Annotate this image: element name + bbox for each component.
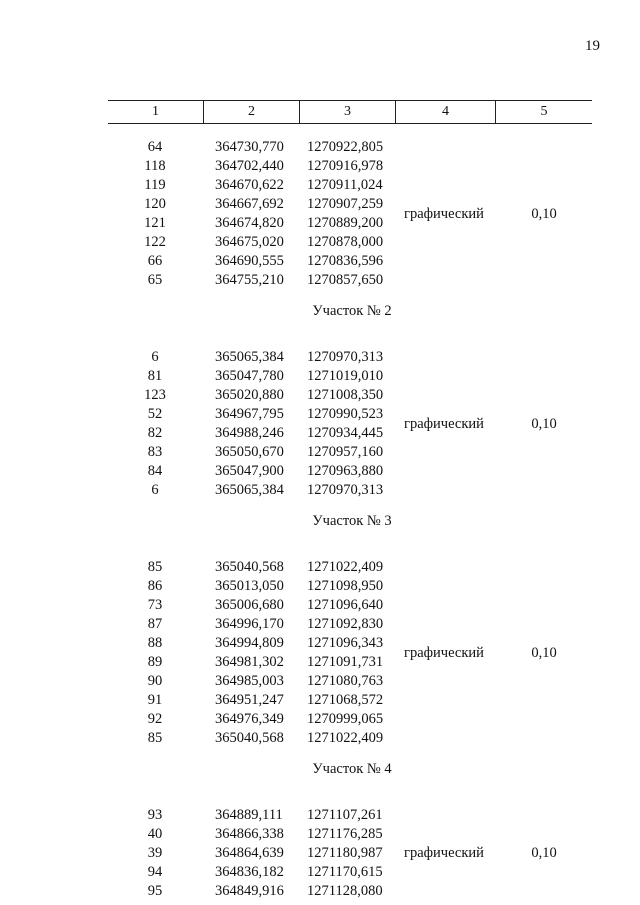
point-number: 40: [147, 826, 163, 842]
point-number: 64: [147, 139, 163, 155]
coordinate-x: 365040,568: [215, 559, 284, 575]
table-row: [0, 672, 640, 691]
point-number: 84: [147, 463, 163, 479]
coordinate-y: 1270922,805: [307, 139, 384, 155]
coordinate-x: 364690,555: [215, 253, 284, 269]
point-number: 83: [147, 444, 163, 460]
coordinate-y: 1270934,445: [307, 425, 384, 441]
coordinate-x: 365047,780: [215, 368, 284, 384]
coordinate-y: 1271096,640: [307, 597, 384, 613]
table-row: [0, 252, 640, 271]
coordinate-x: 364967,795: [215, 406, 284, 422]
coordinate-x: 365050,670: [215, 444, 284, 460]
header-col-4: 4: [396, 101, 496, 123]
table-row: [0, 558, 640, 577]
coordinate-y: 1271080,763: [307, 673, 384, 689]
table-row: [0, 348, 640, 367]
point-number: 94: [147, 864, 163, 880]
method-cell: графический: [404, 415, 484, 432]
table-header: [108, 100, 592, 124]
coordinate-x: 364836,182: [215, 864, 284, 880]
coordinate-x: 364730,770: [215, 139, 284, 155]
coordinate-x: 365020,880: [215, 387, 284, 403]
table-row: [0, 691, 640, 710]
section-block: [0, 348, 640, 500]
coordinate-y: 1271019,010: [307, 368, 384, 384]
table-row: [0, 386, 640, 405]
coordinate-x: 365006,680: [215, 597, 284, 613]
point-number: 52: [147, 406, 163, 422]
coordinate-x: 364670,622: [215, 177, 284, 193]
coordinate-x: 364667,692: [215, 196, 284, 212]
header-col-3: 3: [300, 101, 396, 123]
point-number: 39: [147, 845, 163, 861]
section-block: [0, 138, 640, 290]
coordinate-y: 1270836,596: [307, 253, 384, 269]
point-number: 6: [151, 349, 159, 365]
coordinate-x: 364866,338: [215, 826, 284, 842]
point-number: 65: [147, 272, 163, 288]
table-row: [0, 462, 640, 481]
coordinate-x: 364889,111: [215, 807, 283, 823]
coordinate-y: 1271008,350: [307, 387, 384, 403]
coordinate-y: 1270911,024: [307, 177, 383, 193]
point-number: 120: [144, 196, 166, 212]
table-row: [0, 176, 640, 195]
point-number: 122: [144, 234, 166, 250]
table-row: [0, 615, 640, 634]
coordinate-y: 1271096,343: [307, 635, 384, 651]
point-number: 85: [147, 730, 163, 746]
coordinate-y: 1271180,987: [307, 845, 383, 861]
header-col-2: 2: [204, 101, 300, 123]
section-title: Участок № 3: [312, 513, 392, 529]
coordinate-x: 364864,639: [215, 845, 284, 861]
coordinate-y: 1270999,065: [307, 711, 384, 727]
table-row: [0, 157, 640, 176]
coordinate-y: 1270990,523: [307, 406, 384, 422]
point-number: 89: [147, 654, 163, 670]
coordinate-x: 364849,916: [215, 883, 284, 899]
point-number: 121: [144, 215, 166, 231]
point-number: 91: [147, 692, 163, 708]
point-number: 6: [151, 482, 159, 498]
point-number: 118: [144, 158, 166, 174]
coordinate-x: 364985,003: [215, 673, 284, 689]
table-row: [0, 577, 640, 596]
coordinate-x: 364755,210: [215, 272, 284, 288]
coordinate-y: 1271107,261: [307, 807, 383, 823]
point-number: 87: [147, 616, 163, 632]
coordinate-x: 364976,349: [215, 711, 284, 727]
header-col-5: 5: [540, 104, 548, 119]
point-number: 95: [147, 883, 163, 899]
coordinate-x: 364994,809: [215, 635, 284, 651]
coordinate-y: 1271170,615: [307, 864, 383, 880]
page-number: 19: [585, 38, 600, 54]
section-title: Участок № 4: [312, 761, 392, 777]
coordinate-y: 1270889,200: [307, 215, 384, 231]
table-row: [0, 138, 640, 157]
coordinate-y: 1270878,000: [307, 234, 384, 250]
coordinate-y: 1271022,409: [307, 730, 384, 746]
accuracy-cell: 0,10: [531, 644, 557, 661]
coordinate-y: 1271092,830: [307, 616, 384, 632]
coordinate-y: 1270857,650: [307, 272, 384, 288]
point-number: 85: [147, 559, 163, 575]
table-row: [0, 806, 640, 825]
coordinate-x: 364702,440: [215, 158, 284, 174]
point-number: 123: [144, 387, 166, 403]
method-cell: графический: [404, 205, 484, 222]
point-number: 88: [147, 635, 163, 651]
coordinate-x: 365047,900: [215, 463, 284, 479]
table-row: [0, 443, 640, 462]
point-number: 81: [147, 368, 163, 384]
coordinate-y: 1270957,160: [307, 444, 384, 460]
point-number: 92: [147, 711, 163, 727]
accuracy-cell: 0,10: [531, 845, 557, 861]
method-cell: графический: [404, 644, 484, 661]
coordinate-x: 364981,302: [215, 654, 284, 670]
table-row: [0, 481, 640, 500]
coordinate-y: 1271068,572: [307, 692, 384, 708]
point-number: 90: [147, 673, 163, 689]
coordinate-x: 365013,050: [215, 578, 284, 594]
table-row: [0, 271, 640, 290]
coordinate-y: 1271091,731: [307, 654, 384, 670]
coordinate-x: 365040,568: [215, 730, 284, 746]
table-row: [0, 825, 640, 844]
table-row: [0, 882, 640, 901]
table-row: [0, 596, 640, 615]
coordinate-y: 1270970,313: [307, 482, 384, 498]
point-number: 93: [147, 807, 163, 823]
coordinate-y: 1271128,080: [307, 883, 383, 899]
coordinate-x: 364675,020: [215, 234, 284, 250]
section-block: [0, 806, 640, 901]
table-row: [0, 729, 640, 748]
coordinate-x: 365065,384: [215, 349, 284, 365]
point-number: 82: [147, 425, 163, 441]
accuracy-cell: 0,10: [531, 205, 557, 222]
coordinate-x: 364988,246: [215, 425, 284, 441]
coordinate-y: 1271176,285: [307, 826, 383, 842]
coordinate-x: 364674,820: [215, 215, 284, 231]
point-number: 73: [147, 597, 163, 613]
section-title: Участок № 2: [312, 303, 392, 319]
point-number: 66: [147, 253, 163, 269]
table-body: [0, 138, 640, 901]
coordinate-y: 1270970,313: [307, 349, 384, 365]
coordinate-x: 365065,384: [215, 482, 284, 498]
coordinate-y: 1271098,950: [307, 578, 384, 594]
table-row: [0, 710, 640, 729]
coordinate-y: 1271022,409: [307, 559, 384, 575]
coordinate-y: 1270916,978: [307, 158, 384, 174]
section-block: [0, 558, 640, 748]
point-number: 119: [144, 177, 166, 193]
coordinate-y: 1270963,880: [307, 463, 384, 479]
table-row: [0, 233, 640, 252]
coordinate-y: 1270907,259: [307, 196, 384, 212]
header-col-1: 1: [108, 101, 204, 123]
accuracy-cell: 0,10: [531, 415, 557, 432]
coordinate-x: 364996,170: [215, 616, 284, 632]
table-row: [0, 367, 640, 386]
method-cell: графический: [404, 845, 484, 861]
table-row: [0, 863, 640, 882]
coordinate-x: 364951,247: [215, 692, 284, 708]
point-number: 86: [147, 578, 163, 594]
